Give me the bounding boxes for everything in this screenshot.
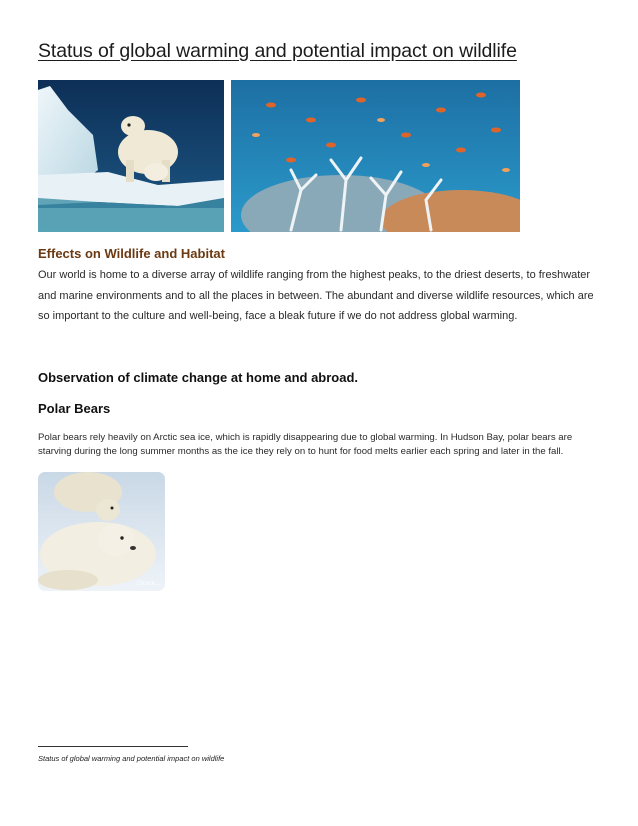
footer-text: Status of global warming and potential impact on wildlife	[38, 754, 225, 763]
polar-bear-mother-cub-photo	[38, 472, 165, 591]
photo-watermark: iStock...	[137, 580, 161, 587]
coral-reef-photo	[231, 80, 520, 232]
effects-paragraph: Our world is home to a diverse array of wildlife ranging from the highest peaks, to the driest deserts, to freshwater and marine environments and to all the places in between. The abundant and diverse wildlife resources, which are so important to the culture and well-being, face a bleak future if we do not address global warming.	[38, 269, 594, 322]
polar-bears-paragraph: Polar bears rely heavily on Arctic sea ice, which is rapidly disappearing due to global warming. In Hudson Bay, polar bears are starving during the long summer months as the ice they rely on to hunt for food melts earlier each spring and later in the fall.	[38, 432, 573, 457]
footer-divider	[38, 746, 188, 747]
section-heading-effects: Effects on Wildlife and Habitat	[38, 246, 225, 261]
page-title: Status of global warming and potential impact on wildlife	[38, 40, 517, 62]
section-heading-observation: Observation of climate change at home and abroad.	[38, 370, 359, 385]
polar-bears-on-ice-photo	[38, 80, 224, 232]
section-heading-polar-bears: Polar Bears	[38, 401, 111, 416]
